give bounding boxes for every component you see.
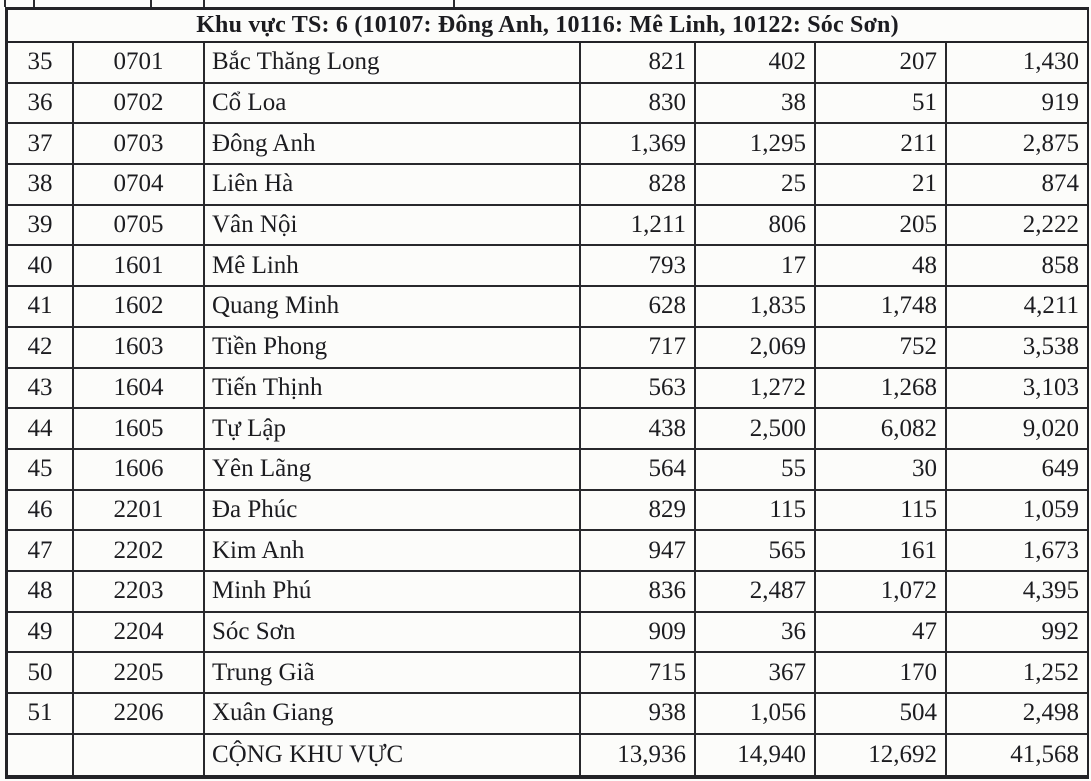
grid-line-remnant [4,0,6,7]
cell-num-4: 41,568 [1010,741,1079,769]
grid-line-remnant [150,0,152,7]
cell-num-3: 21 [816,165,947,204]
cell-code: 2206 [74,694,205,733]
cell-num-1: 830 [581,84,696,123]
grid-line-remnant [33,0,35,7]
table-row [8,653,1087,694]
cell-num-3: 1,748 [816,287,947,326]
cell-num-2: 367 [696,653,816,692]
cell-num-3: 1,268 [816,369,947,408]
table-section-header [8,10,1087,43]
cell-num-1: 563 [581,369,696,408]
cell-name: Liên Hà [205,165,581,204]
cell-name: CỘNG KHU VỰC [205,735,581,776]
cell-code [74,735,205,776]
cell-num-1: 793 [581,246,696,285]
cell-num-2: 55 [696,450,816,489]
cell-num-3: 1,072 [816,572,947,611]
cell-code: 2203 [74,572,205,611]
cell-num-1: 438 [581,409,696,448]
cell-num-1: 628 [581,287,696,326]
cell-num-3: 752 [816,328,947,367]
grid-line-remnant [453,0,455,7]
cell-num-2: 2,069 [696,328,816,367]
cell-code: 0701 [74,43,205,82]
cell-num-1: 829 [581,491,696,530]
cell-num-3: 115 [816,491,947,530]
table-row [8,613,1087,654]
cell-num-4: 1,430 [1022,48,1079,76]
region-6-table [5,7,1089,779]
cell-name: Đa Phúc [205,491,581,530]
table-row [8,694,1087,735]
cell-num-4: 858 [1041,251,1079,279]
cell-code: 1601 [74,246,205,285]
cell-code: 2205 [74,653,205,692]
cell-code: 2201 [74,491,205,530]
cell-num-2: 17 [696,246,816,285]
table-row [8,124,1087,165]
cell-num-2: 25 [696,165,816,204]
cell-num-4: 1,673 [1022,536,1079,564]
cell-code: 2202 [74,531,205,570]
cell-code: 1603 [74,328,205,367]
cell-num-3: 6,082 [816,409,947,448]
cell-num-2: 1,272 [696,369,816,408]
table-row [8,531,1087,572]
cell-num-1: 909 [581,613,696,652]
cell-num-4: 919 [1041,89,1079,117]
cell-name: Minh Phú [205,572,581,611]
cell-num-3: 207 [816,43,947,82]
cell-num-4: 1,059 [1022,495,1079,523]
cell-num-1: 1,369 [581,124,696,163]
cell-num-2: 1,295 [696,124,816,163]
cell-num-1: 938 [581,694,696,733]
cell-name: Quang Minh [205,287,581,326]
grid-line-remnant [203,0,205,7]
cell-num-1: 564 [581,450,696,489]
cell-code: 0702 [74,84,205,123]
cell-stt: 39 [8,206,74,245]
cell-name: Tự Lập [205,409,581,448]
cell-stt: 49 [8,613,74,652]
cell-code: 1605 [74,409,205,448]
cell-num-1: 717 [581,328,696,367]
cell-num-4: 9,020 [1022,414,1079,442]
table-row [8,369,1087,410]
cell-num-4: 2,498 [1022,699,1079,727]
table-row [8,206,1087,247]
table-total-row [8,735,1087,776]
table-row [8,165,1087,206]
table-row [8,409,1087,450]
section-title: Khu vực TS: 6 (10107: Đông Anh, 10116: Mê Linh, 10122: Sóc Sơn) [196,12,899,38]
cell-stt: 44 [8,409,74,448]
cell-stt: 47 [8,531,74,570]
table-row [8,328,1087,369]
cell-num-2: 402 [696,43,816,82]
cell-num-3: 205 [816,206,947,245]
cell-code: 0704 [74,165,205,204]
cell-stt: 51 [8,694,74,733]
table-row [8,246,1087,287]
cell-num-4: 3,103 [1022,373,1079,401]
cell-code: 1602 [74,287,205,326]
cell-name: Đông Anh [205,124,581,163]
table-row [8,450,1087,491]
cell-num-2: 36 [696,613,816,652]
table-row [8,43,1087,84]
cell-num-3: 161 [816,531,947,570]
table-row [8,287,1087,328]
cell-name: Yên Lãng [205,450,581,489]
cell-num-2: 115 [696,491,816,530]
cell-name: Tiến Thịnh [205,369,581,408]
table-row [8,491,1087,532]
cell-name: Kim Anh [205,531,581,570]
cell-num-3: 211 [816,124,947,163]
cell-num-3: 51 [816,84,947,123]
cell-name: Xuân Giang [205,694,581,733]
cell-num-1: 1,211 [581,206,696,245]
table-row [8,84,1087,125]
cell-stt: 40 [8,246,74,285]
cell-num-2: 2,500 [696,409,816,448]
cell-num-2: 14,940 [696,735,816,776]
cell-num-4: 2,222 [1022,211,1079,239]
cell-num-3: 47 [816,613,947,652]
previous-row-remnant [0,0,1091,7]
cell-num-3: 48 [816,246,947,285]
cell-num-2: 2,487 [696,572,816,611]
cell-num-4: 4,211 [1023,292,1079,320]
cell-num-4: 4,395 [1022,577,1079,605]
cell-num-3: 12,692 [816,735,947,776]
cell-num-4: 874 [1041,170,1079,198]
cell-num-1: 13,936 [581,735,696,776]
cell-code: 2204 [74,613,205,652]
cell-num-3: 504 [816,694,947,733]
cell-num-4: 992 [1041,617,1079,645]
cell-num-2: 1,056 [696,694,816,733]
cell-stt: 42 [8,328,74,367]
cell-num-3: 170 [816,653,947,692]
cell-num-2: 806 [696,206,816,245]
cell-num-1: 715 [581,653,696,692]
cell-num-4: 1,252 [1022,658,1079,686]
table-row [8,572,1087,613]
cell-num-1: 821 [581,43,696,82]
cell-name: Sóc Sơn [205,613,581,652]
cell-code: 1604 [74,369,205,408]
cell-stt: 35 [8,43,74,82]
cell-num-2: 565 [696,531,816,570]
cell-num-1: 947 [581,531,696,570]
cell-num-4: 649 [1041,455,1079,483]
cell-stt: 41 [8,287,74,326]
cell-name: Tiền Phong [205,328,581,367]
cell-name: Trung Giã [205,653,581,692]
cell-stt: 48 [8,572,74,611]
cell-stt: 43 [8,369,74,408]
cell-num-4: 2,875 [1022,129,1079,157]
cell-stt: 36 [8,84,74,123]
cell-stt [8,735,74,776]
cell-num-4: 3,538 [1022,333,1079,361]
cell-stt: 46 [8,491,74,530]
cell-code: 0703 [74,124,205,163]
cell-name: Mê Linh [205,246,581,285]
cell-num-2: 38 [696,84,816,123]
cell-num-2: 1,835 [696,287,816,326]
cell-num-3: 30 [816,450,947,489]
cell-num-1: 828 [581,165,696,204]
cell-stt: 37 [8,124,74,163]
cell-stt: 38 [8,165,74,204]
cell-code: 0705 [74,206,205,245]
cell-num-1: 836 [581,572,696,611]
cell-name: Vân Nội [205,206,581,245]
cell-name: Cổ Loa [205,84,581,123]
table-body [8,43,1087,775]
cell-stt: 45 [8,450,74,489]
cell-name: Bắc Thăng Long [205,43,581,82]
cell-stt: 50 [8,653,74,692]
cell-code: 1606 [74,450,205,489]
